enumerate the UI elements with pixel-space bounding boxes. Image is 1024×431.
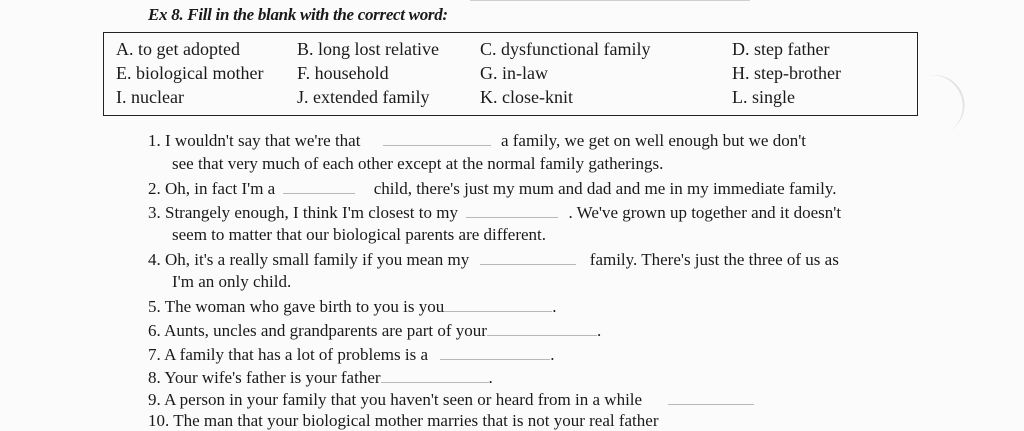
question-4-cont: I'm an only child. xyxy=(172,272,292,291)
option-g: G. in-law xyxy=(480,63,548,83)
answer-blank[interactable] xyxy=(466,202,558,218)
option-d: D. step father xyxy=(732,39,830,59)
answer-blank[interactable] xyxy=(440,344,550,360)
question-7: 7. A family that has a lot of problems is a . xyxy=(148,345,555,364)
question-1-cont: see that very much of each other except at the normal family gatherings. xyxy=(172,154,664,173)
question-5: 5. The woman who gave birth to you is you . xyxy=(148,297,557,316)
option-e: E. biological mother xyxy=(116,63,264,83)
answer-blank[interactable] xyxy=(283,178,355,194)
question-8: 8. Your wife's father is your father . xyxy=(148,368,493,387)
option-f: F. household xyxy=(297,63,389,83)
option-k: K. close-knit xyxy=(480,87,573,107)
exercise-title: Ex 8. Fill in the blank with the correct word: xyxy=(148,5,448,24)
option-i: I. nuclear xyxy=(116,87,184,107)
question-10: 10. The man that your biological mother marries that is not your real father xyxy=(148,411,659,430)
option-j: J. extended family xyxy=(297,87,430,107)
option-b: B. long lost relative xyxy=(297,39,439,59)
option-c: C. dysfunctional family xyxy=(480,39,651,59)
question-9: 9. A person in your family that you haven't seen or heard from in a while xyxy=(148,389,754,410)
answer-blank[interactable] xyxy=(487,320,597,336)
answer-blank[interactable] xyxy=(668,389,754,405)
answer-blank[interactable] xyxy=(480,249,576,265)
question-1: 1. I wouldn't say that we're that a family, we get on well enough but we don't xyxy=(148,131,806,150)
answer-blank[interactable] xyxy=(381,367,489,383)
word-bank xyxy=(103,32,918,116)
question-3-cont: seem to matter that our biological parents are different. xyxy=(172,225,547,244)
answer-blank[interactable] xyxy=(383,130,491,146)
page-curl-shadow xyxy=(913,67,973,138)
option-l: L. single xyxy=(732,87,795,107)
question-4: 4. Oh, it's a really small family if you mean my family. There's just the three of us as xyxy=(148,250,839,269)
question-2: 2. Oh, in fact I'm a child, there's just my mum and dad and me in my immediate family. xyxy=(148,179,837,198)
question-3: 3. Strangely enough, I think I'm closest to my . We've grown up together and it doesn't xyxy=(148,203,842,222)
question-6: 6. Aunts, uncles and grandparents are part of your . xyxy=(148,321,602,340)
top-rule xyxy=(470,0,750,1)
answer-blank[interactable] xyxy=(444,296,552,312)
option-h: H. step-brother xyxy=(732,63,841,83)
option-a: A. to get adopted xyxy=(116,39,240,59)
